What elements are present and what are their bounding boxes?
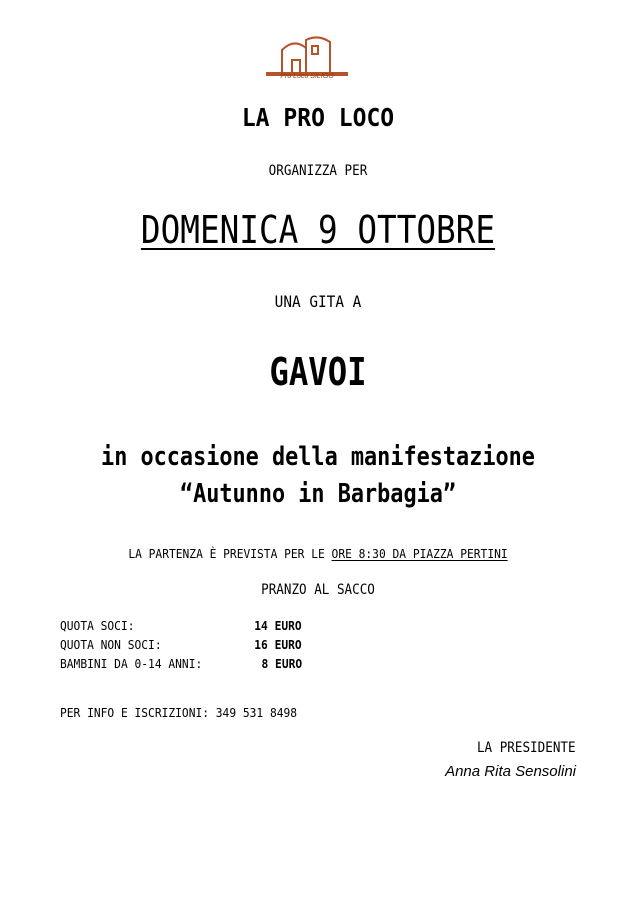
- occasion-line-1: in occasione della manifestazione: [101, 442, 535, 472]
- event-date: DOMENICA 9 OTTOBRE: [140, 208, 496, 252]
- trip-intro: UNA GITA A: [274, 292, 362, 311]
- church-building-icon: [282, 37, 330, 72]
- fee-label: QUOTA SOCI:: [60, 618, 135, 633]
- departure-info: [32, 546, 604, 561]
- fee-row: [60, 656, 360, 675]
- president-role: LA PRESIDENTE: [477, 740, 576, 756]
- fee-value: 14 EURO: [254, 618, 302, 633]
- destination: GAVOI: [269, 350, 367, 394]
- logo-text: Pro Loco SILIGO: [280, 73, 334, 80]
- occasion-line-2: “Autunno in Barbagia”: [179, 479, 457, 509]
- fee-row: [60, 637, 360, 656]
- organizes-for-text: ORGANIZZA PER: [268, 163, 368, 179]
- departure-time-place: ORE 8:30 DA PIAZZA PERTINI: [331, 546, 508, 561]
- lunch-note: PRANZO AL SACCO: [261, 582, 375, 598]
- departure-prefix: LA PARTENZA È PREVISTA PER LE: [128, 546, 332, 561]
- page-title: LA PRO LOCO: [241, 103, 395, 132]
- contact-info: PER INFO E ISCRIZIONI: 349 531 8498: [60, 705, 298, 720]
- fee-label: BAMBINI DA 0-14 ANNI:: [60, 656, 203, 671]
- fee-label: QUOTA NON SOCI:: [60, 637, 162, 652]
- fee-row: [60, 618, 360, 637]
- fee-value: 8 EURO: [261, 656, 302, 671]
- president-name: Anna Rita Sensolini: [445, 763, 576, 780]
- fee-value: 16 EURO: [254, 637, 302, 652]
